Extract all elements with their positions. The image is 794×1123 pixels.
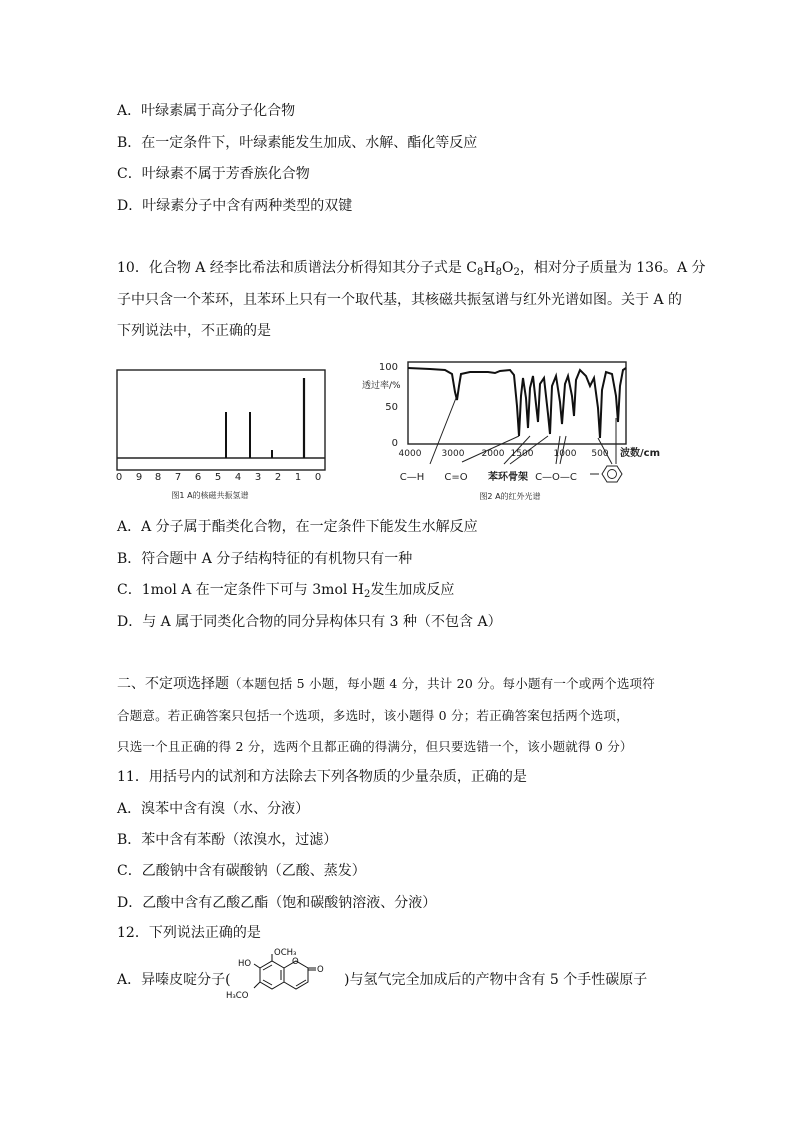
nmr-tick-0-right: 0 bbox=[314, 472, 322, 483]
q10-option-c-text: C．1mol A 在一定条件下可与 3mol H bbox=[117, 582, 365, 598]
q10-option-d: D．与 A 属于同类化合物的同分异构体只有 3 种（不包含 A） bbox=[117, 614, 502, 630]
q11-option-c: C．乙酸钠中含有碳酸钠（乙酸、蒸发） bbox=[117, 863, 366, 879]
ir-xtick-1000: 1000 bbox=[553, 449, 577, 459]
ir-spectrum-figure bbox=[360, 356, 695, 506]
q10-stem-part2: ，相对分子质量为 136。A 分 bbox=[519, 260, 706, 276]
section2-note3: 只选一个且正确的得 2 分，选两个且都正确的得满分，但只要选错一个，该小题就得 0 分） bbox=[117, 739, 633, 754]
q11-option-b: B．苯中含有苯酚（浓溴水，过滤） bbox=[117, 832, 338, 848]
q9-option-a: A．叶绿素属于高分子化合物 bbox=[117, 103, 296, 119]
nmr-spectrum-figure bbox=[110, 362, 340, 507]
formula-o-letter: O bbox=[501, 260, 514, 276]
section2-note2: 合题意。若正确答案只包括一个选项，多选时，该小题得 0 分；若正确答案包括两个选项， bbox=[117, 708, 629, 723]
ir-caption: 图2 A的红外光谱 bbox=[479, 492, 541, 501]
ir-ytick-50: 50 bbox=[385, 402, 398, 413]
ir-xtick-500: 500 bbox=[591, 449, 609, 459]
q11-option-a: A．溴苯中含有溴（水、分液） bbox=[117, 801, 310, 817]
nmr-tick-3: 3 bbox=[254, 472, 262, 483]
formula-h-letter: H bbox=[483, 260, 496, 276]
nmr-tick-8: 8 bbox=[154, 472, 162, 483]
section2-heading: 二、不定项选择题 bbox=[117, 676, 229, 692]
nmr-tick-0: 0 bbox=[115, 472, 123, 483]
q9-option-b: B．在一定条件下，叶绿素能发生加成、水解、酯化等反应 bbox=[117, 135, 478, 151]
q9-option-d: D．叶绿素分子中含有两种类型的双键 bbox=[117, 198, 353, 214]
structure-och3-label: OCH₃ bbox=[274, 948, 297, 958]
ir-ytick-0: 0 bbox=[391, 438, 398, 449]
structure-carbonyl-oxygen: O bbox=[317, 965, 324, 975]
nmr-tick-5: 5 bbox=[214, 472, 222, 483]
nmr-tick-6: 6 bbox=[194, 472, 202, 483]
nmr-caption: 图1 A的核磁共振氢谱 bbox=[171, 491, 249, 500]
formula-o-count: 2 bbox=[513, 267, 520, 278]
q12-stem: 12．下列说法正确的是 bbox=[117, 925, 261, 941]
q12-option-a-prefix: A．异嗪皮啶分子( bbox=[117, 972, 231, 988]
nmr-tick-1: 1 bbox=[294, 472, 302, 483]
ir-xtick-4000: 4000 bbox=[398, 449, 422, 459]
q10-stem-line3: 下列说法中，不正确的是 bbox=[117, 323, 271, 339]
formula-c-count: 8 bbox=[477, 267, 484, 278]
nmr-tick-2: 2 bbox=[274, 472, 282, 483]
q10-option-c bbox=[117, 580, 454, 605]
ir-label-co: C=O bbox=[444, 472, 468, 483]
structure-ring-oxygen: O bbox=[292, 957, 299, 967]
phenyl-icon bbox=[590, 466, 622, 482]
q11-stem: 11．用括号内的试剂和方法除去下列各物质的少量杂质，正确的是 bbox=[117, 769, 527, 785]
q10-stem-part1: 10．化合物 A 经李比希法和质谱法分析得知其分子式是 C bbox=[117, 260, 477, 276]
ir-label-ring-skeleton: 苯环骨架 bbox=[488, 472, 528, 483]
q10-stem-line2: 子中只含一个苯环，且苯环上只有一个取代基，其核磁共振氢谱与红外光谱如图。关于 A 的 bbox=[117, 292, 683, 308]
structure-ho-label: HO bbox=[238, 959, 252, 969]
nmr-tick-9: 9 bbox=[135, 472, 143, 483]
ir-label-coc: C—O—C bbox=[535, 472, 577, 483]
section2-heading-line1 bbox=[117, 674, 655, 694]
isofraxidin-structure bbox=[224, 946, 346, 1016]
ir-label-ch: C—H bbox=[399, 472, 425, 483]
nmr-tick-7: 7 bbox=[174, 472, 182, 483]
q12-option-a-suffix: )与氢气完全加成后的产物中含有 5 个手性碳原子 bbox=[344, 972, 648, 988]
ir-xtick-1500: 1500 bbox=[510, 449, 534, 459]
q10-option-b: B．符合题中 A 分子结构特征的有机物只有一种 bbox=[117, 551, 413, 567]
ir-x-unit: 波数/cm bbox=[620, 448, 660, 459]
q9-option-c: C．叶绿素不属于芳香族化合物 bbox=[117, 166, 310, 182]
ir-xtick-2000: 2000 bbox=[481, 449, 505, 459]
ir-spectrum-curve bbox=[408, 368, 626, 438]
ir-ytick-100: 100 bbox=[378, 362, 398, 373]
q10-option-a: A．A 分子属于酯类化合物，在一定条件下能发生水解反应 bbox=[117, 519, 478, 535]
ir-xtick-3000: 3000 bbox=[441, 449, 465, 459]
q10-option-c-tail: 发生加成反应 bbox=[370, 582, 455, 598]
nmr-tick-4: 4 bbox=[234, 472, 242, 483]
q11-option-d: D．乙酸中含有乙酸乙酯（饱和碳酸钠溶液、分液） bbox=[117, 895, 437, 911]
ir-y-label: 透过率/% bbox=[362, 381, 401, 391]
section2-note1: （本题包括 5 小题，每小题 4 分，共计 20 分。每小题有一个或两个选项符 bbox=[229, 676, 655, 691]
formula-h-count: 8 bbox=[495, 267, 502, 278]
h2-subscript: 2 bbox=[364, 589, 371, 600]
q10-stem-line1 bbox=[117, 258, 706, 283]
structure-h3co-label: H₃CO bbox=[226, 991, 249, 1001]
nmr-frame bbox=[117, 370, 325, 470]
